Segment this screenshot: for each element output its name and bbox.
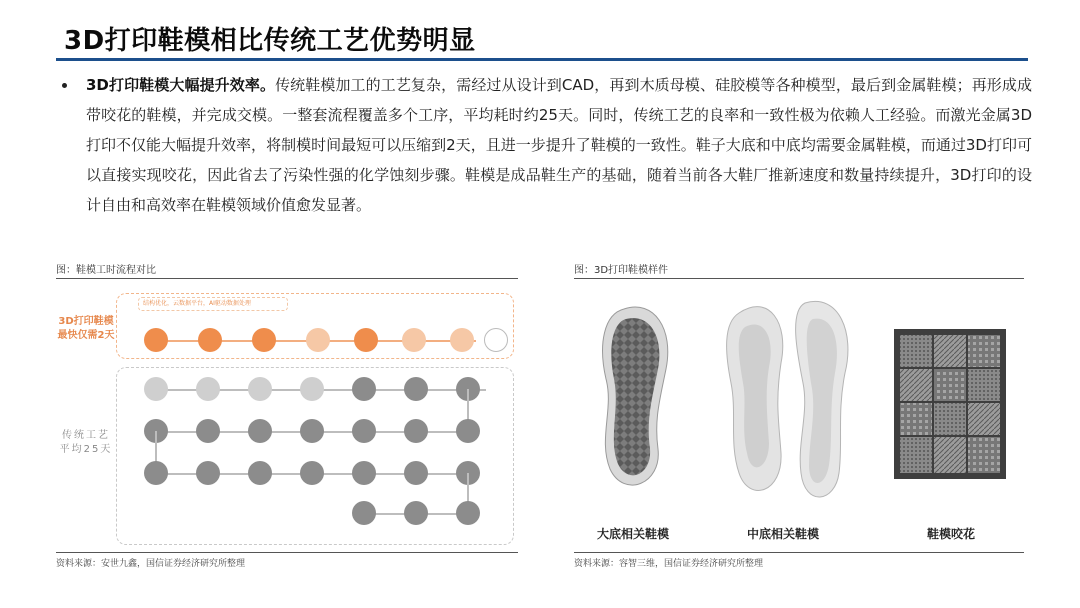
figure-left-caption: 图：鞋模工时流程对比 xyxy=(56,262,518,279)
slide-title: 3D打印鞋模相比传统工艺优势明显 xyxy=(64,26,476,56)
midsole-mold-image xyxy=(709,293,859,513)
flow-node-3d xyxy=(198,328,222,352)
flow-node-3d xyxy=(252,328,276,352)
flow-node-trad xyxy=(248,377,272,401)
label-outsole: 大底相关鞋模 xyxy=(596,527,669,541)
box-3d-note: 结构优化，云数据平台，AI驱动数据处理 xyxy=(138,297,288,311)
figure-right-source: 资料来源：容智三维，国信证券经济研究所整理 xyxy=(574,552,1024,569)
texture-mold-image xyxy=(894,329,1006,479)
label-traditional: 传统工艺 平均25天 xyxy=(59,430,113,455)
flow-node-trad xyxy=(248,419,272,443)
figure-shoe-mold-samples xyxy=(574,262,1024,569)
flow-node-trad xyxy=(196,419,220,443)
bullet-text: 传统鞋模加工的工艺复杂，需经过从设计到CAD，再到木质母模、硅胶模等各种模型，最后到金属鞋模；再形成成带咬花的鞋模，并完成交模。一整套流程覆盖多个工序，平均耗时约25天。同时，传统工艺的良率和一致性极为依赖人工经验。而激光金属3D打印不仅能大幅提升效率，将制模时间最短可以压缩到2天，且进一步提升了鞋模的一致性。鞋子大底和中底均需要金属鞋模，而通过3D打印可以直接实现咬花，因此省去了污染性强的化学蚀刻步骤。鞋模是成品鞋生产的基础，随着当前各大鞋厂推新速度和数量持续提升，3D打印的设计自由和高效率在鞋模领域价值愈发显著。 xyxy=(86,76,1033,214)
flow-node-3d xyxy=(144,328,168,352)
flow-node-trad xyxy=(352,377,376,401)
flow-node-trad xyxy=(456,419,480,443)
flow-node-3d xyxy=(450,328,474,352)
flow-node-trad xyxy=(248,461,272,485)
title-underline xyxy=(56,58,1028,61)
flow-node-trad xyxy=(404,419,428,443)
flow-node-trad xyxy=(300,461,324,485)
figure-right-caption: 图：3D打印鞋模样件 xyxy=(574,262,1024,279)
flow-node-3d xyxy=(354,328,378,352)
flow-node-trad xyxy=(404,377,428,401)
outsole-mold-image xyxy=(584,299,684,499)
flow-node-3d-end xyxy=(484,328,508,352)
flow-node-trad xyxy=(352,501,376,525)
flow-node-trad xyxy=(404,501,428,525)
flow-node-trad xyxy=(456,501,480,525)
flow-node-trad xyxy=(352,419,376,443)
bullet-body xyxy=(86,70,1032,220)
flow-node-trad xyxy=(300,419,324,443)
flow-node-trad xyxy=(300,377,324,401)
figure-left-source: 资料来源：安世九鑫，国信证券经济研究所整理 xyxy=(56,552,518,569)
bullet-lead: 3D打印鞋模大幅提升效率。 xyxy=(86,76,276,94)
label-texture: 鞋模咬花 xyxy=(926,527,975,541)
bullet-dot-icon xyxy=(62,83,67,88)
flow-node-trad xyxy=(144,461,168,485)
flow-node-trad xyxy=(196,377,220,401)
figure-workflow-comparison xyxy=(56,262,518,569)
label-midsole: 中底相关鞋模 xyxy=(746,527,819,541)
flow-node-trad xyxy=(352,461,376,485)
flow-node-3d xyxy=(306,328,330,352)
flow-node-3d xyxy=(402,328,426,352)
flow-node-trad xyxy=(196,461,220,485)
flow-node-trad xyxy=(144,377,168,401)
label-3d-printing: 3D打印鞋模 最快仅需2天 xyxy=(57,316,115,341)
workflow-diagram xyxy=(56,279,518,549)
flow-node-trad xyxy=(404,461,428,485)
samples-area xyxy=(574,279,1024,549)
